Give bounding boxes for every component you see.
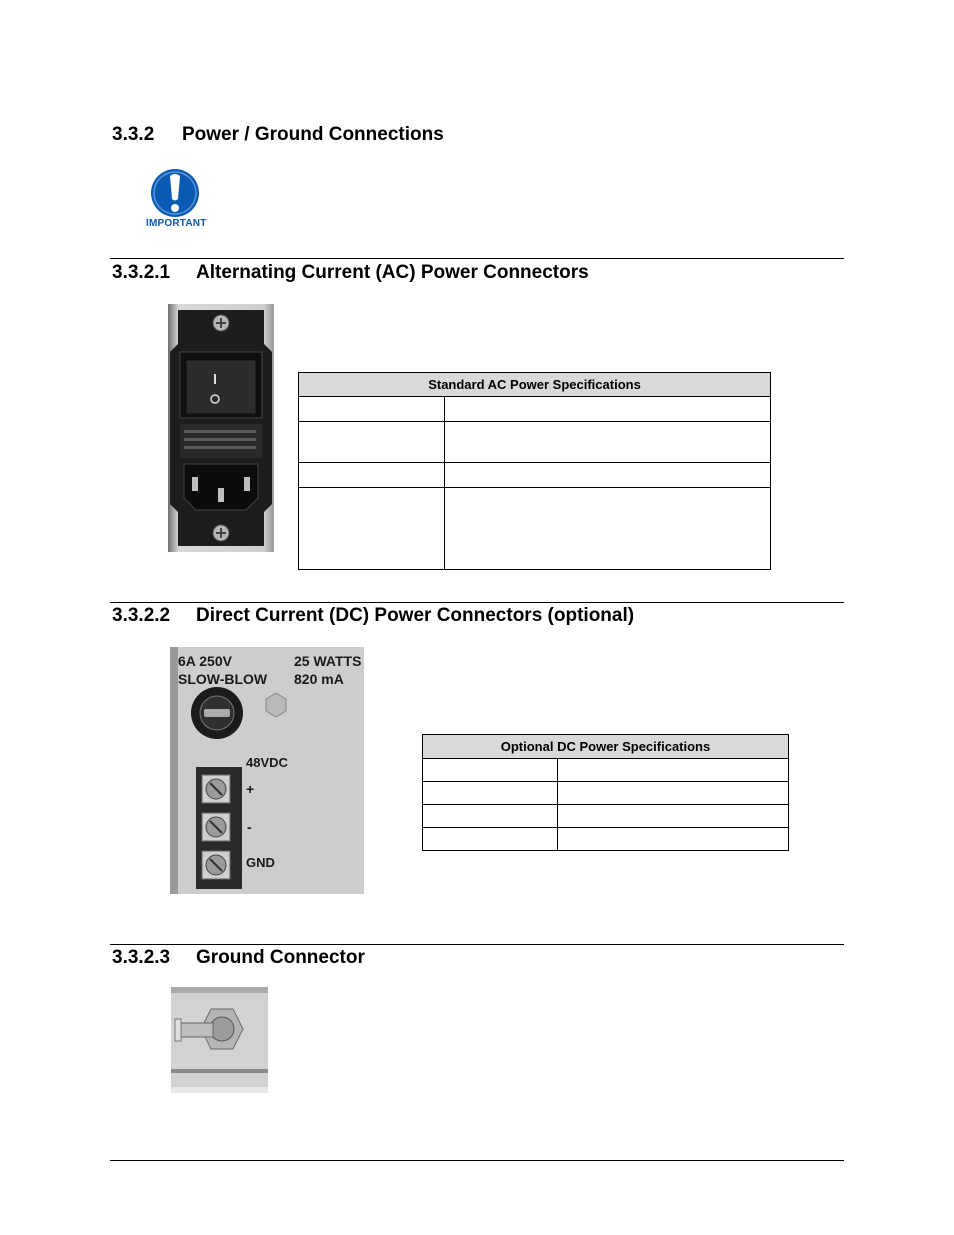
table-row <box>299 397 771 422</box>
section-heading <box>112 124 444 146</box>
dc-spec-table <box>422 734 789 851</box>
dc-table-title: Optional DC Power Specifications <box>423 735 789 759</box>
important-icon <box>144 168 210 232</box>
table-cell <box>445 463 771 488</box>
table-cell <box>423 759 558 782</box>
divider <box>110 258 844 259</box>
ac-title: Alternating Current (AC) Power Connectors <box>196 262 589 283</box>
table-cell <box>423 805 558 828</box>
ac-table-title: Standard AC Power Specifications <box>299 373 771 397</box>
table-cell <box>558 782 789 805</box>
voltage-label: 48VDC <box>246 755 288 770</box>
table-row <box>423 828 789 851</box>
table-row <box>423 759 789 782</box>
table-row <box>423 805 789 828</box>
table-cell <box>445 422 771 463</box>
table-cell <box>299 422 445 463</box>
dc-power-connector-photo <box>170 647 364 894</box>
ground-heading <box>112 947 365 969</box>
table-header-row <box>423 735 789 759</box>
ac-heading <box>112 262 589 284</box>
table-cell <box>423 828 558 851</box>
dc-heading <box>112 605 634 627</box>
footer-rule <box>110 1160 844 1161</box>
table-cell <box>299 463 445 488</box>
gnd-label: GND <box>246 855 275 870</box>
table-row <box>423 782 789 805</box>
ground-number: 3.3.2.3 <box>112 947 171 968</box>
table-cell <box>445 397 771 422</box>
minus-label: - <box>247 819 252 835</box>
current-label: 820 mA <box>294 671 344 687</box>
important-label: IMPORTANT <box>146 218 207 229</box>
fuse-rating-label: 6A 250V <box>178 653 232 669</box>
fuse-type-label: SLOW-BLOW <box>178 671 268 687</box>
watts-label: 25 WATTS <box>294 653 362 669</box>
divider <box>110 944 844 945</box>
ac-power-entry-photo <box>168 304 274 552</box>
section-number: 3.3.2 <box>112 124 155 145</box>
dc-number: 3.3.2.2 <box>112 605 171 626</box>
ground-title: Ground Connector <box>196 947 365 968</box>
plus-label: + <box>246 781 255 797</box>
table-cell <box>445 488 771 570</box>
dc-title: Direct Current (DC) Power Connectors (optional) <box>196 605 635 626</box>
ac-number: 3.3.2.1 <box>112 262 171 283</box>
table-cell <box>299 397 445 422</box>
section-title: Power / Ground Connections <box>182 124 444 145</box>
ground-connector-photo <box>171 987 268 1093</box>
table-cell <box>558 759 789 782</box>
table-header-row <box>299 373 771 397</box>
table-cell <box>423 782 558 805</box>
table-row <box>299 463 771 488</box>
table-row <box>299 422 771 463</box>
ac-spec-table <box>298 372 771 570</box>
table-cell <box>558 828 789 851</box>
table-cell <box>558 805 789 828</box>
table-row <box>299 488 771 570</box>
divider <box>110 602 844 603</box>
table-cell <box>299 488 445 570</box>
